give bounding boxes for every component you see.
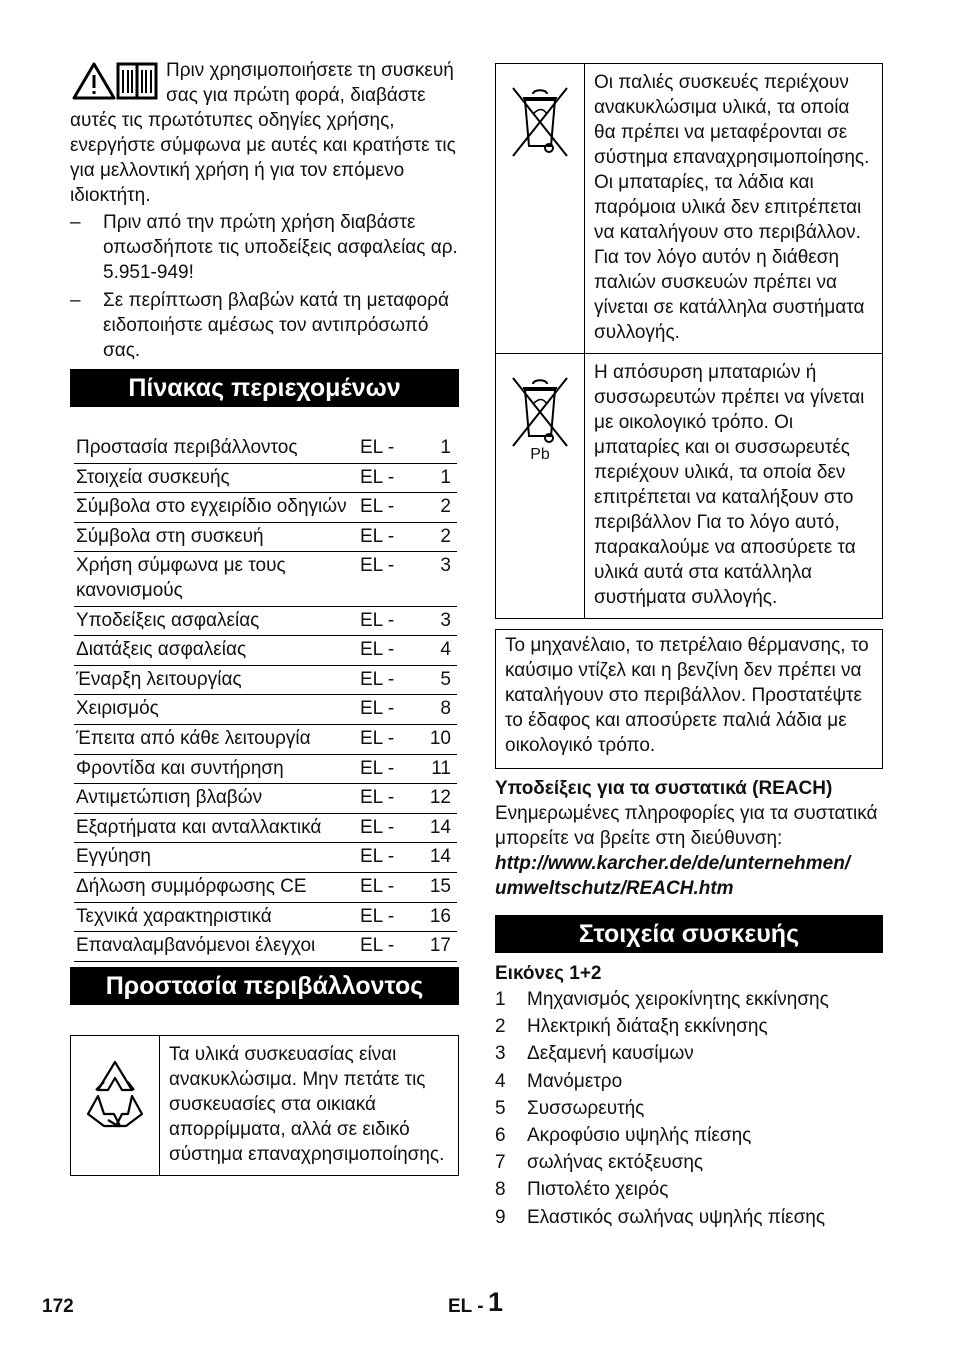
toc-page: 15	[420, 872, 457, 902]
reach-text: Ενημερωμένες πληροφορίες για τα συστατικά μπορείτε να βρείτε στη διεύθυνση:	[495, 803, 878, 849]
part-label: Συσσωρευτής	[527, 1097, 645, 1119]
part-number: 7	[495, 1152, 506, 1174]
toc-row[interactable]	[74, 463, 457, 493]
toc-row[interactable]	[74, 784, 457, 814]
packaging-box	[70, 1035, 459, 1176]
toc-title: Φροντίδα και συντήρηση	[74, 754, 358, 784]
page-number: 172	[42, 1296, 74, 1317]
toc-title: Σύμβολα στη συσκευή	[74, 522, 358, 552]
toc-title: Έναρξη λειτουργίας	[74, 665, 358, 695]
list-item	[495, 1095, 883, 1122]
batteries-text: Η απόσυρση μπαταριών ή συσσωρευτών πρέπει να γίνεται με οικολογικό τρόπο. Οι μπαταρίες και οι συσσωρευτές περιέχουν υλικά, τα οποία δεν επιτρέπεται να καταλήξουν στο περιβάλλον Για το λόγο αυτό, παρακαλούμε να αποσύρετε τα υλικά αυτά στα κατάλληλα συστήματα συλλογής.	[594, 362, 865, 608]
toc-heading: Πίνακας περιεχομένων	[70, 369, 459, 407]
toc-row[interactable]	[74, 872, 457, 902]
crossed-bin-icon	[509, 84, 571, 160]
toc-page: 3	[420, 552, 457, 606]
intro-bullets	[70, 210, 459, 363]
footer-section-page: 1	[488, 1287, 504, 1317]
intro-bullet: – Σε περίπτωση βλαβών κατά τη μεταφορά ειδοποιήστε αμέσως τον αντιπρόσωπό σας.	[70, 288, 459, 363]
toc-title: Προστασία περιβάλλοντος	[74, 434, 358, 463]
list-item	[495, 1122, 883, 1149]
part-number: 2	[495, 1016, 506, 1038]
old-devices-text: Οι παλιές συσκευές περιέχουν ανακυκλώσιμα υλικά, τα οποία θα πρέπει να μεταφέρονται σε σύστημα επαναχρησιμοποίησης. Οι μπαταρίες, τα λάδια και παρόμοια υλικά δεν επιτρέπεται να καταλήγουν στο περιβάλλον. Για τον λόγο αυτόν η διάθεση παλιών συσκευών πρέπει να γίνεται σε κατάλληλα συστήματα συλλογής.	[594, 72, 870, 343]
toc-row[interactable]	[74, 695, 457, 725]
part-label: Ελαστικός σωλήνας υψηλής πίεσης	[527, 1206, 826, 1228]
intro-bullet: – Πριν από την πρώτη χρήση διαβάστε οπωσδήποτε τις υποδείξεις ασφαλείας αρ. 5.951-949!	[70, 210, 459, 285]
list-item	[495, 1040, 883, 1067]
part-number: 3	[495, 1043, 506, 1065]
part-number: 1	[495, 989, 506, 1010]
reach-section	[495, 776, 883, 901]
toc-row[interactable]	[74, 606, 457, 636]
list-item	[495, 1204, 883, 1231]
parts-list	[495, 986, 883, 1231]
toc-row[interactable]	[74, 813, 457, 843]
toc-page: 10	[420, 724, 457, 754]
toc-prefix: EL -	[358, 902, 420, 932]
toc-prefix: EL -	[358, 813, 420, 843]
warning-icon	[74, 64, 114, 98]
intro-text: Πριν χρησιμοποιήσετε τη συσκευή σας για πρώτη φορά, διαβάστε αυτές τις πρωτότυπες οδηγίες χρήσης, ενεργήστε σύμφωνα με αυτές και κρατήστε τις για μελλοντική χρήση ή για τον επόμενο ιδιοκτήτη.	[70, 60, 456, 206]
toc-row[interactable]	[74, 754, 457, 784]
toc-title: Διατάξεις ασφαλείας	[74, 636, 358, 666]
toc-title: Επαναλαμβανόμενοι έλεγχοι	[74, 932, 358, 962]
toc-page: 4	[420, 636, 457, 666]
recycle-icon	[78, 1056, 152, 1132]
toc-prefix: EL -	[358, 606, 420, 636]
part-number: 6	[495, 1125, 506, 1147]
footer-lang: EL -	[448, 1296, 484, 1317]
part-number: 4	[495, 1070, 506, 1092]
toc-title: Στοιχεία συσκευής	[74, 463, 358, 493]
toc-title: Έπειτα από κάθε λειτουργία	[74, 724, 358, 754]
toc-title: Χειρισμός	[74, 695, 358, 725]
toc-prefix: EL -	[358, 784, 420, 814]
part-label: Πιστολέτο χειρός	[527, 1179, 669, 1201]
part-number: 5	[495, 1097, 506, 1119]
old-devices-box	[495, 63, 883, 353]
reach-title: Υποδείξεις για τα συστατικά (REACH)	[495, 778, 833, 799]
toc-prefix: EL -	[358, 695, 420, 725]
toc-prefix: EL -	[358, 463, 420, 493]
packaging-text: Τα υλικά συσκευασίας είναι ανακυκλώσιμα. Μην πετάτε τις συσκευασίες στα οικιακά απορρίμματα, αλλά σε ειδικό σύστημα επαναχρησιμοποίησης.	[169, 1043, 445, 1165]
toc-title: Αντιμετώπιση βλαβών	[74, 784, 358, 814]
toc-title: Εξαρτήματα και ανταλλακτικά	[74, 813, 358, 843]
reach-link-line1[interactable]: http://www.karcher.de/de/unternehmen/	[495, 853, 851, 874]
list-item	[495, 1149, 883, 1176]
environment-heading: Προστασία περιβάλλοντος	[70, 967, 459, 1005]
toc-title: Δήλωση συμμόρφωσης CE	[74, 872, 358, 902]
device-heading: Στοιχεία συσκευής	[495, 915, 883, 953]
right-column	[495, 63, 883, 1231]
list-item	[495, 1013, 883, 1040]
part-label: Μηχανισμός χειροκίνητης εκκίνησης	[527, 989, 829, 1010]
toc-page: 2	[420, 522, 457, 552]
toc-row[interactable]	[74, 636, 457, 666]
toc-title: Τεχνικά χαρακτηριστικά	[74, 902, 358, 932]
toc-table	[74, 434, 457, 962]
toc-row[interactable]	[74, 552, 457, 606]
toc-prefix: EL -	[358, 843, 420, 873]
toc-row[interactable]	[74, 522, 457, 552]
warning-manual-icons	[70, 58, 160, 102]
battery-icon-label: Pb	[530, 446, 550, 463]
toc-title: Εγγύηση	[74, 843, 358, 873]
list-item	[495, 1068, 883, 1095]
toc-prefix: EL -	[358, 552, 420, 606]
toc-page: 1	[420, 463, 457, 493]
toc-row[interactable]	[74, 665, 457, 695]
intro-section	[70, 58, 459, 363]
part-number: 8	[495, 1179, 506, 1201]
toc-row[interactable]	[74, 902, 457, 932]
part-label: σωλήνας εκτόξευσης	[527, 1152, 704, 1174]
reach-link-line2[interactable]: umweltschutz/REACH.htm	[495, 878, 734, 899]
part-label: Μανόμετρο	[527, 1070, 623, 1092]
toc-page: 16	[420, 902, 457, 932]
oil-text: Το μηχανέλαιο, το πετρέλαιο θέρμανσης, το καύσιμο ντίζελ και η βενζίνη δεν πρέπει να καταλήγουν στο περιβάλλον. Προστατέψτε το έδαφος και αποσύρετε παλιά λάδια με οικολογικό τρόπο.	[505, 635, 869, 756]
toc-prefix: EL -	[358, 434, 420, 463]
oil-box	[495, 629, 883, 769]
toc-page: 14	[420, 813, 457, 843]
manual-book-icon	[118, 64, 156, 98]
part-label: Ηλεκτρική διάταξη εκκίνησης	[527, 1016, 768, 1038]
toc-title: Υποδείξεις ασφαλείας	[74, 606, 358, 636]
list-item	[495, 1176, 883, 1203]
toc-row[interactable]	[74, 493, 457, 523]
toc-prefix: EL -	[358, 665, 420, 695]
toc-page: 12	[420, 784, 457, 814]
left-column	[70, 58, 459, 1176]
toc-prefix: EL -	[358, 872, 420, 902]
toc-page: 1	[420, 434, 457, 463]
toc-prefix: EL -	[358, 636, 420, 666]
part-label: Δεξαμενή καυσίμων	[527, 1043, 694, 1065]
toc-page: 17	[420, 932, 457, 962]
toc-title: Χρήση σύμφωνα με τους κανονισμούς	[74, 552, 358, 606]
part-label: Ακροφύσιο υψηλής πίεσης	[527, 1125, 752, 1147]
toc-page: 5	[420, 665, 457, 695]
toc-row[interactable]	[74, 434, 457, 463]
list-item	[495, 986, 883, 1013]
crossed-bin-pb-icon	[509, 374, 571, 450]
toc-page: 8	[420, 695, 457, 725]
toc-row[interactable]	[74, 724, 457, 754]
figures-label: Εικόνες 1+2	[495, 963, 602, 984]
toc-prefix: EL -	[358, 724, 420, 754]
toc-page: 2	[420, 493, 457, 523]
toc-page: 3	[420, 606, 457, 636]
part-number: 9	[495, 1206, 506, 1228]
toc-prefix: EL -	[358, 932, 420, 962]
toc-page: 14	[420, 843, 457, 873]
toc-row[interactable]	[74, 932, 457, 962]
toc-prefix: EL -	[358, 522, 420, 552]
toc-prefix: EL -	[358, 493, 420, 523]
toc-page: 11	[420, 754, 457, 784]
batteries-box	[495, 353, 883, 619]
toc-prefix: EL -	[358, 754, 420, 784]
toc-row[interactable]	[74, 843, 457, 873]
toc-title: Σύμβολα στο εγχειρίδιο οδηγιών	[74, 493, 358, 523]
